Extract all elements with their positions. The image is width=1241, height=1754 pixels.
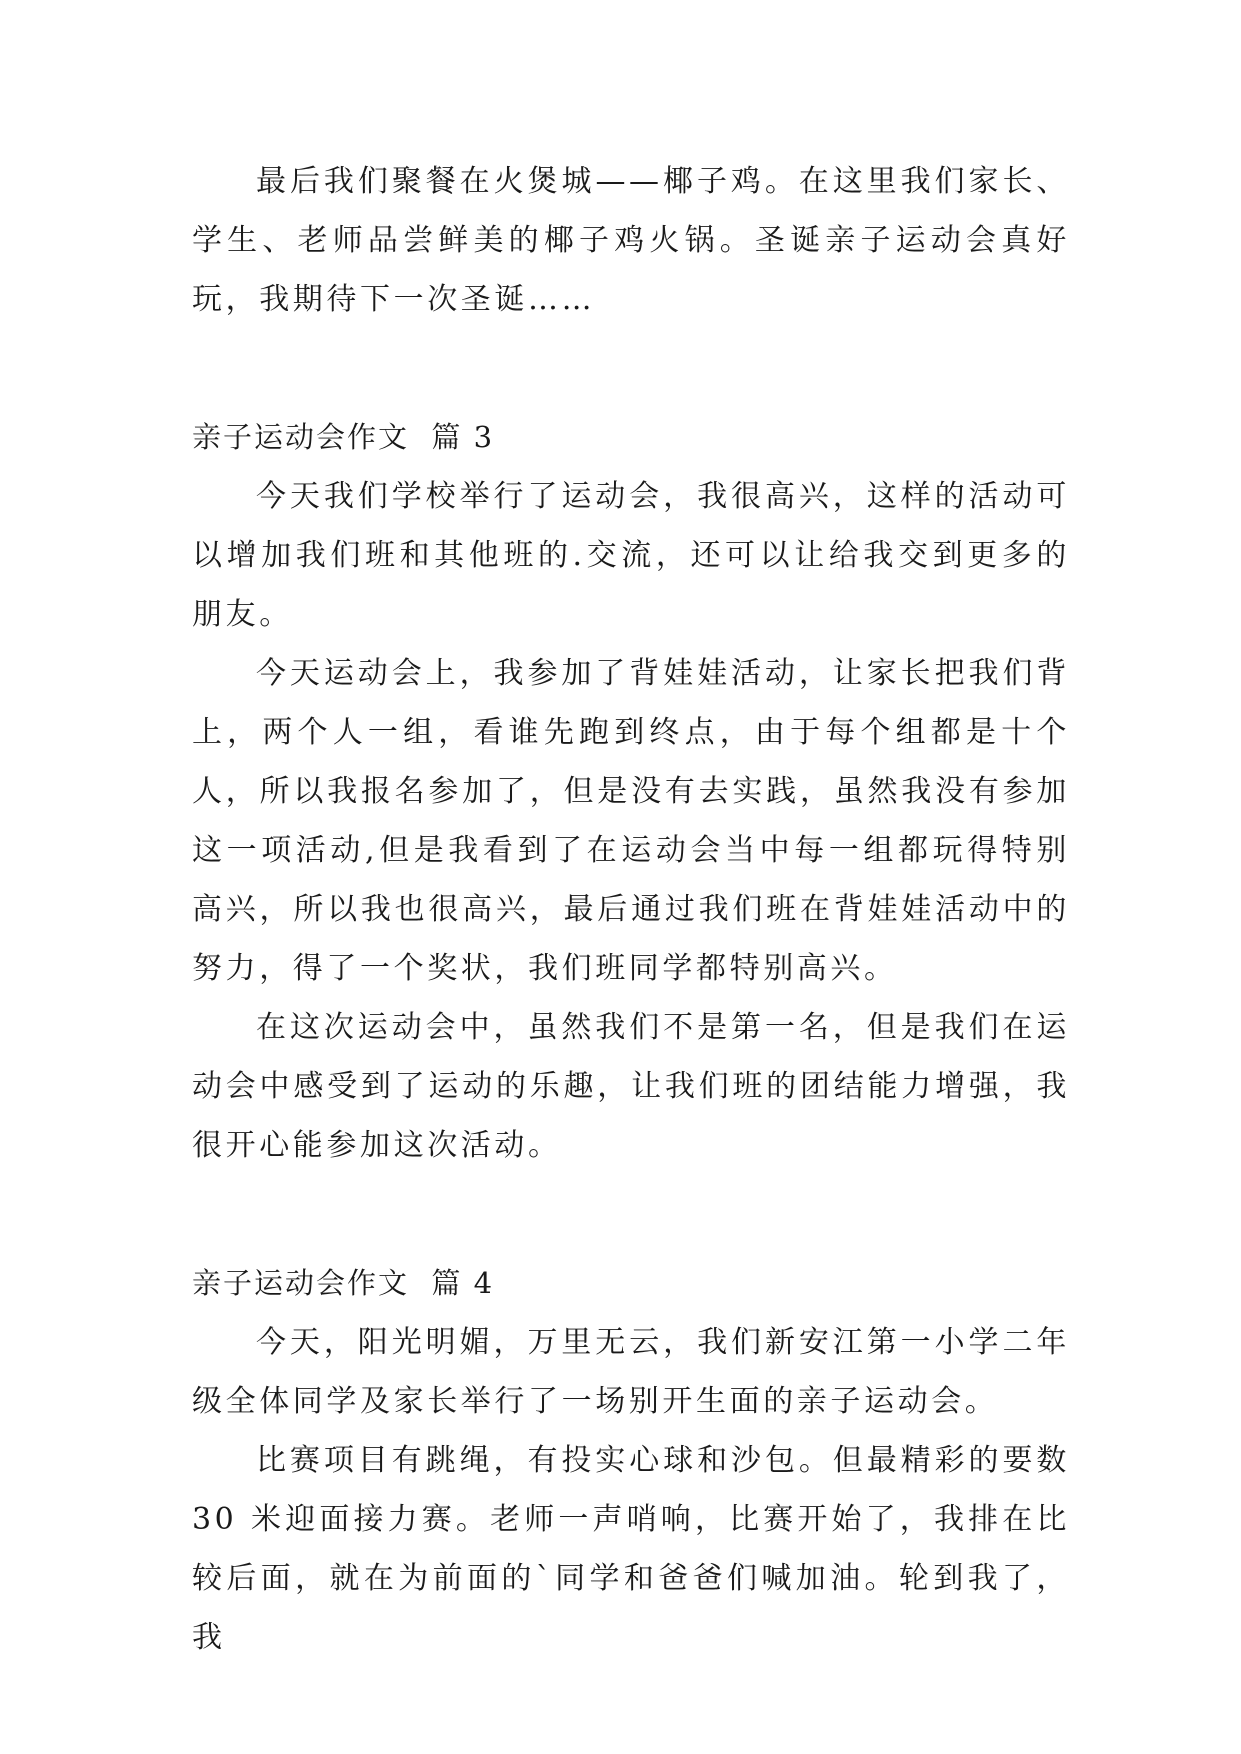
section-heading-4: 亲子运动会作文 篇 4: [192, 1266, 495, 1300]
section-spacer: [192, 329, 1070, 408]
section-heading-3: 亲子运动会作文 篇 3: [192, 420, 495, 454]
section-spacer: [192, 1175, 1070, 1254]
section-3-paragraph-2: 今天运动会上，我参加了背娃娃活动，让家长把我们背上，两个人一组，看谁先跑到终点，由于每个组都是十个人，所以我报名参加了，但是没有去实践，虽然我没有参加这一项活动,但是我看到了在运动会当中每一组都玩得特别高兴，所以我也很高兴，最后通过我们班在背娃娃活动中的努力，得了一个奖状，我们班同学都特别高兴。: [192, 656, 1070, 986]
section-3-paragraph-3: 在这次运动会中，虽然我们不是第一名，但是我们在运动会中感受到了运动的乐趣，让我们班的团结能力增强，我很开心能参加这次活动。: [192, 1010, 1070, 1163]
section-4-paragraph-1: 今天，阳光明媚，万里无云，我们新安江第一小学二年级全体同学及家长举行了一场别开生面的亲子运动会。: [192, 1325, 1070, 1419]
section-3-paragraph-1: 今天我们学校举行了运动会，我很高兴，这样的活动可以增加我们班和其他班的.交流，还可以让给我交到更多的朋友。: [192, 479, 1070, 632]
intro-paragraph: 最后我们聚餐在火煲城——椰子鸡。在这里我们家长、学生、老师品尝鲜美的椰子鸡火锅。圣诞亲子运动会真好玩，我期待下一次圣诞……: [192, 164, 1070, 317]
document-body: [192, 152, 1070, 1667]
section-4-paragraph-2: 比赛项目有跳绳，有投实心球和沙包。但最精彩的要数 30 米迎面接力赛。老师一声哨响，比赛开始了，我排在比较后面，就在为前面的`同学和爸爸们喊加油。轮到我了，我: [192, 1443, 1070, 1655]
